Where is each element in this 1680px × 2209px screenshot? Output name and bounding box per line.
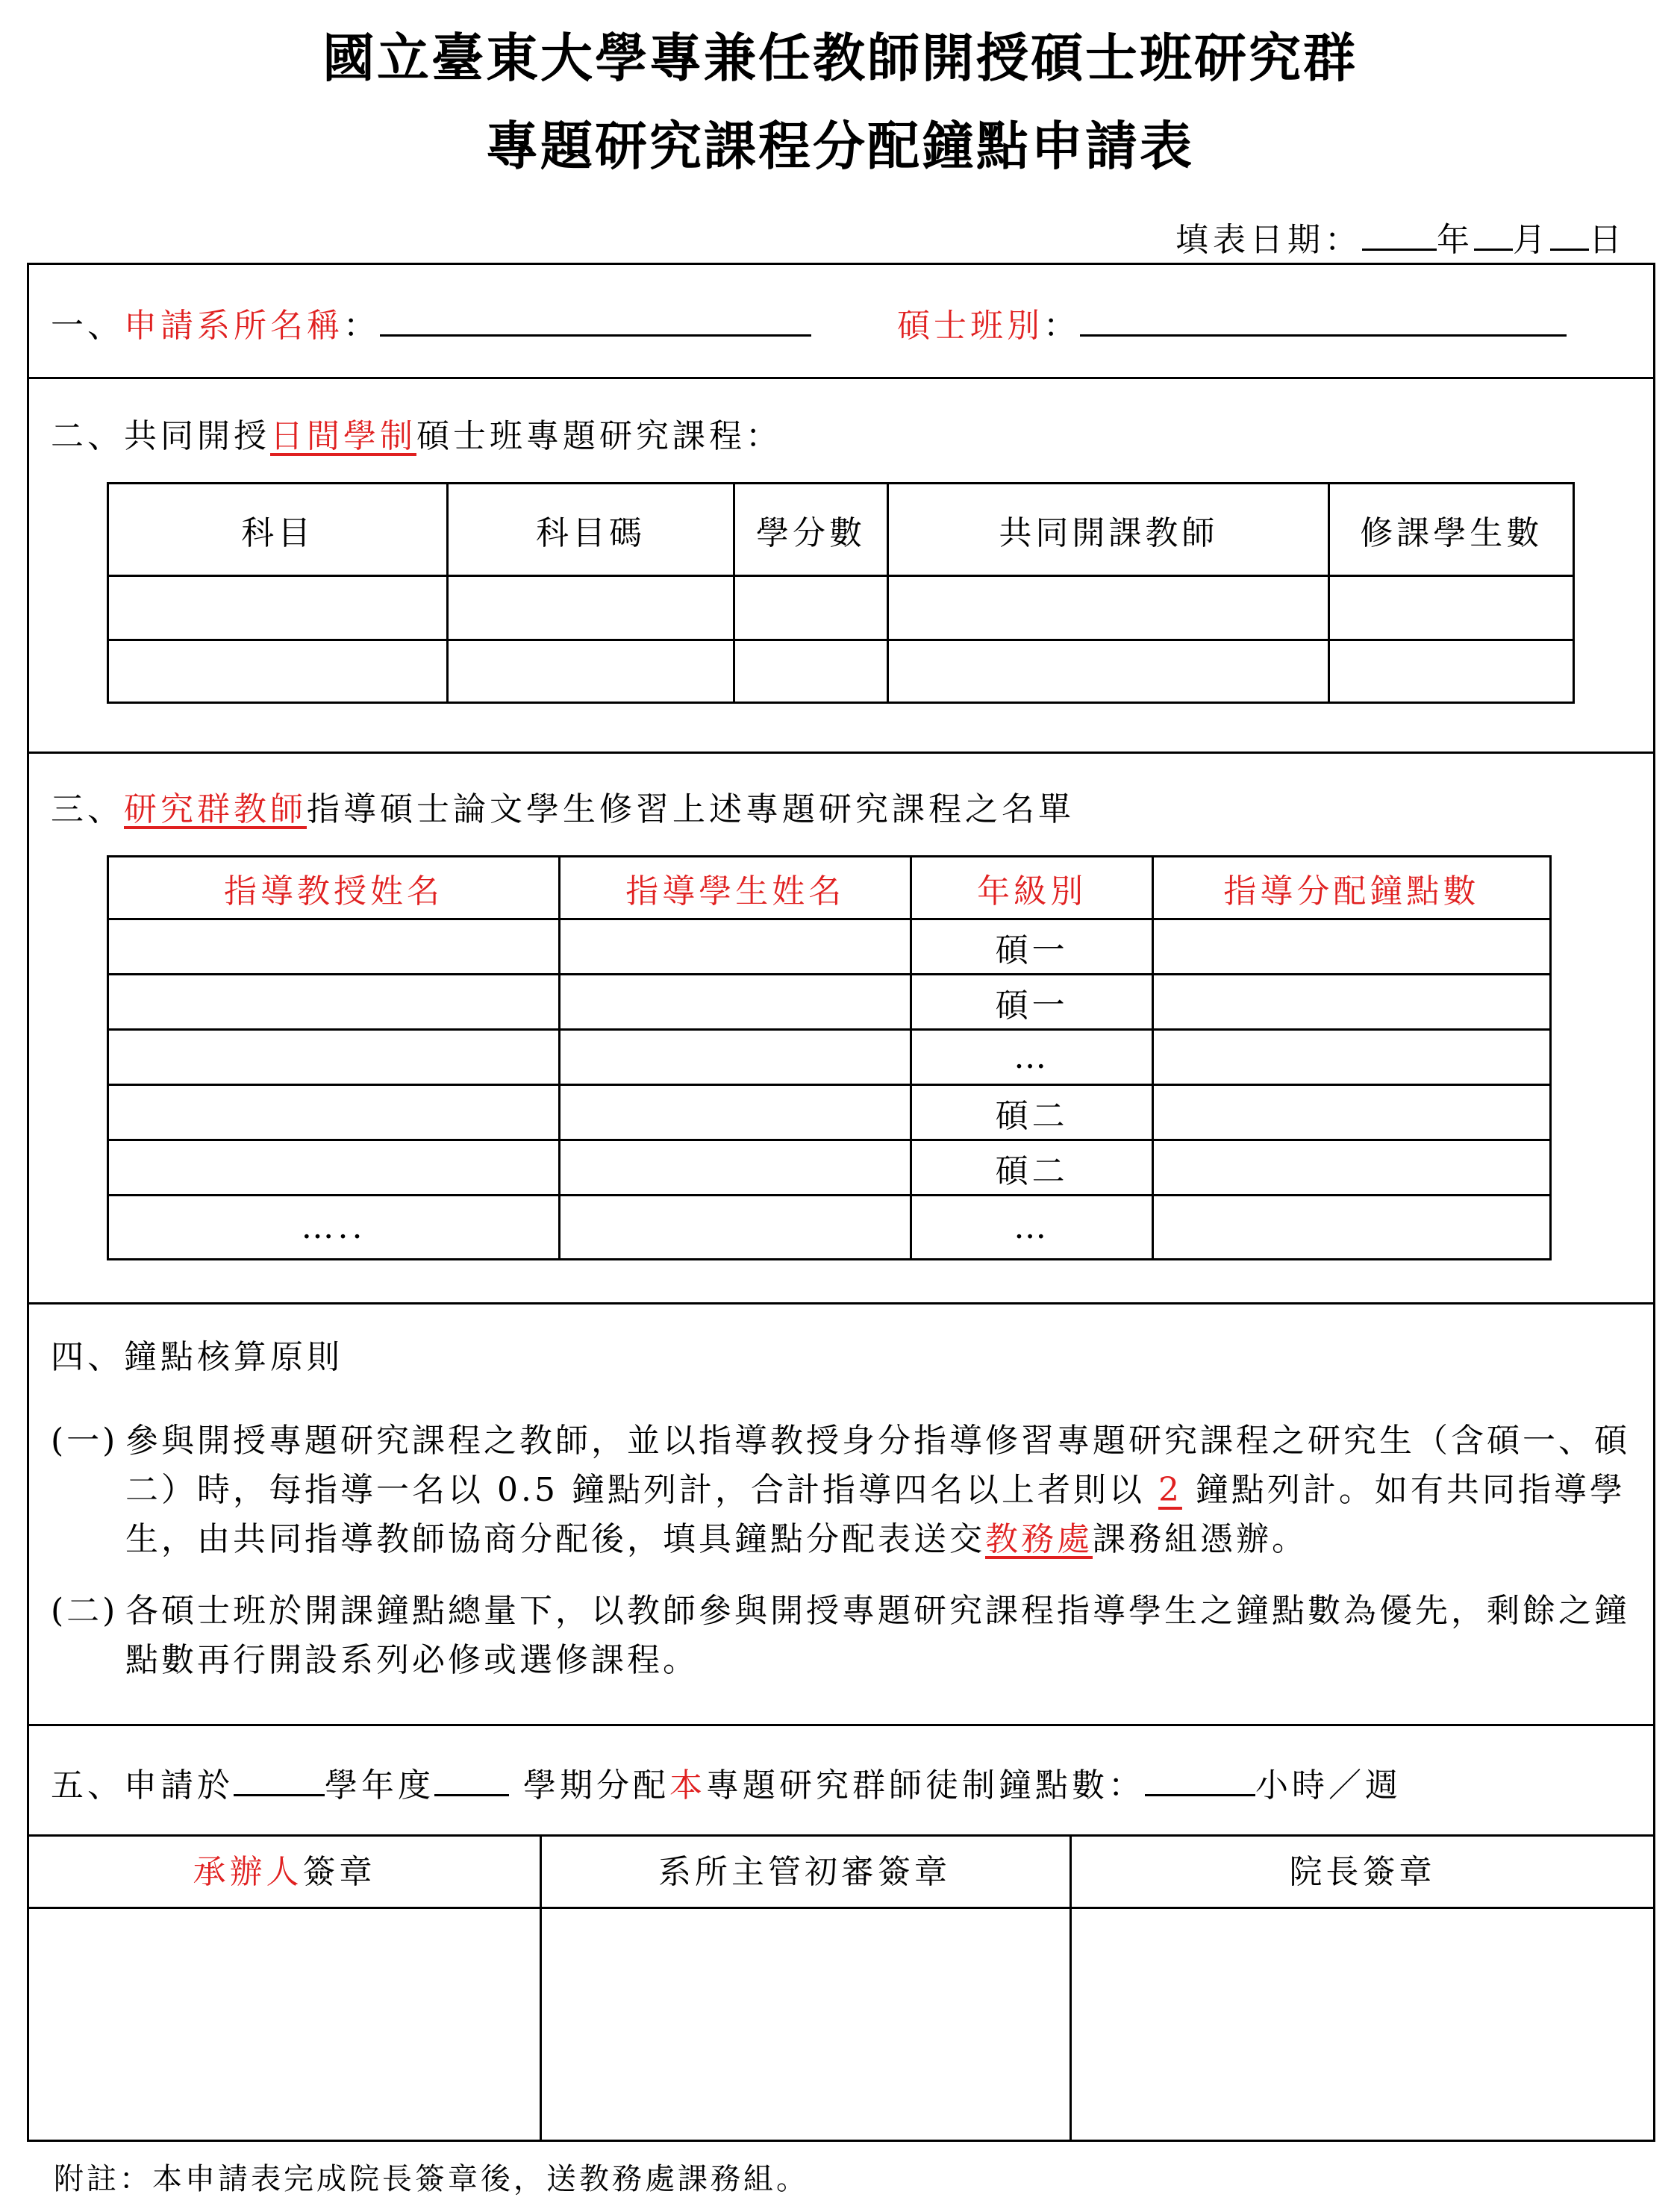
section-3-pre: 三、 bbox=[51, 790, 124, 828]
footnote: 附註：本申請表完成院長簽章後，送教務處課務組。 bbox=[54, 2162, 809, 2196]
fill-date-label: 填表日期： bbox=[1175, 221, 1362, 259]
principle-1-part-c: 課務組憑辦。 bbox=[1093, 1520, 1308, 1558]
section-2-post: 碩士班專題研究課程： bbox=[416, 417, 782, 455]
table-row bbox=[108, 640, 1574, 703]
table-cell[interactable] bbox=[448, 640, 734, 703]
form-title-line2: 專題研究課程分配鐘點申請表 bbox=[486, 116, 1194, 177]
course-table-header bbox=[108, 484, 1574, 576]
divider-4 bbox=[29, 1724, 1653, 1726]
day-label: 日 bbox=[1589, 221, 1626, 259]
handler-signature-label bbox=[29, 1845, 540, 1893]
table-cell[interactable] bbox=[734, 640, 888, 703]
principle-1-part-a: 參與開授專題研究課程之教師，並以指導教授身分指導修習專題研究課程之研究生（含碩一、碩二）時，每指導一名以 0.5 鐘點列計，合計指導四名以上者則以 bbox=[125, 1422, 1630, 1509]
academic-affairs-highlight: 教務處 bbox=[985, 1520, 1093, 1558]
header-subject-code: 科目碼 bbox=[448, 484, 734, 576]
principle-1-part-b: 鐘點列計。如有共同指導學生，由共同指導教師協商分配後，填具鐘點分配表送交 bbox=[125, 1471, 1626, 1558]
table-cell: 碩二 bbox=[911, 1140, 1153, 1196]
fill-date bbox=[1175, 213, 1626, 260]
table-cell[interactable] bbox=[888, 640, 1329, 703]
principle-2-text: 各碩士班於開課鐘點總量下，以教師參與開授專題研究課程指導學生之鐘點數為優先，剩餘之鐘點數再行開設系列必修或選修課程。 bbox=[125, 1592, 1630, 1679]
table-cell[interactable] bbox=[560, 1140, 911, 1196]
table-row bbox=[108, 975, 1551, 1030]
table-cell[interactable] bbox=[1329, 640, 1574, 703]
header-subject: 科目 bbox=[108, 484, 448, 576]
dean-signature-box[interactable] bbox=[1069, 1908, 1653, 2139]
table-row bbox=[108, 1085, 1551, 1140]
header-credits: 學分數 bbox=[734, 484, 888, 576]
section-1-class bbox=[897, 299, 1567, 346]
section-3-post: 指導碩士論文學生修習上述專題研究課程之名單 bbox=[307, 790, 1075, 828]
research-group-teacher-highlight: 研究群教師 bbox=[124, 790, 307, 828]
this-highlight: 本 bbox=[669, 1766, 706, 1805]
principle-2-number: (二) bbox=[51, 1592, 119, 1630]
header-student-count: 修課學生數 bbox=[1329, 484, 1574, 576]
table-cell[interactable] bbox=[108, 640, 448, 703]
table-cell: 碩二 bbox=[911, 1085, 1153, 1140]
dept-head-signature-label: 系所主管初審簽章 bbox=[658, 1853, 951, 1891]
month-label: 月 bbox=[1513, 221, 1550, 259]
class-label: 碩士班別 bbox=[897, 307, 1043, 345]
dean-signature-label: 院長簽章 bbox=[1289, 1853, 1436, 1891]
table-cell[interactable] bbox=[108, 1030, 560, 1085]
table-cell[interactable] bbox=[1152, 975, 1550, 1030]
academic-year-field[interactable] bbox=[234, 1764, 325, 1796]
table-cell[interactable] bbox=[1152, 1140, 1550, 1196]
hours-field[interactable] bbox=[1145, 1764, 1255, 1796]
table-cell[interactable] bbox=[1152, 1085, 1550, 1140]
section-5-pre: 五、申請於 bbox=[51, 1766, 234, 1805]
table-cell[interactable] bbox=[1152, 1196, 1550, 1260]
semester-label: 學期分配 bbox=[509, 1766, 669, 1805]
table-row bbox=[108, 1196, 1551, 1260]
advisor-table-header bbox=[108, 857, 1551, 919]
dept-colon: ： bbox=[343, 307, 380, 345]
table-row bbox=[108, 576, 1574, 640]
advisor-table bbox=[107, 855, 1552, 1260]
section-5 bbox=[51, 1758, 1402, 1806]
table-cell[interactable] bbox=[448, 576, 734, 640]
month-blank[interactable] bbox=[1474, 216, 1513, 251]
section-4-heading: 四、鐘點核算原則 bbox=[51, 1338, 343, 1376]
table-cell: 碩一 bbox=[911, 919, 1153, 975]
table-cell: … bbox=[911, 1030, 1153, 1085]
principle-2 bbox=[51, 1587, 1648, 1685]
table-cell[interactable] bbox=[560, 1196, 911, 1260]
form-title-line1: 國立臺東大學專兼任教師開授碩士班研究群 bbox=[322, 28, 1358, 89]
hours-cap-highlight: 2 bbox=[1158, 1471, 1182, 1509]
dept-head-signature-box[interactable] bbox=[540, 1908, 1067, 2139]
class-field[interactable] bbox=[1080, 304, 1567, 337]
divider-1 bbox=[29, 377, 1653, 379]
course-table bbox=[107, 482, 1575, 704]
divider-5 bbox=[29, 1834, 1653, 1837]
table-cell[interactable] bbox=[888, 576, 1329, 640]
header-student-name: 指導學生姓名 bbox=[560, 857, 911, 919]
table-row bbox=[108, 1030, 1551, 1085]
principle-1-number: (一) bbox=[51, 1422, 119, 1460]
table-cell[interactable] bbox=[1152, 1030, 1550, 1085]
table-cell: 碩一 bbox=[911, 975, 1153, 1030]
handler-sign-label: 簽章 bbox=[302, 1853, 376, 1891]
table-cell[interactable] bbox=[1152, 919, 1550, 975]
divider-3 bbox=[29, 1302, 1653, 1305]
table-cell[interactable] bbox=[560, 975, 911, 1030]
day-program-highlight: 日間學制 bbox=[270, 417, 416, 455]
handler-signature-box[interactable] bbox=[29, 1908, 537, 2139]
table-cell[interactable]: ….. bbox=[108, 1196, 560, 1260]
table-cell[interactable] bbox=[560, 1085, 911, 1140]
section-1 bbox=[51, 299, 811, 346]
table-cell[interactable] bbox=[108, 1085, 560, 1140]
semester-field[interactable] bbox=[434, 1764, 509, 1796]
section-2-pre: 二、共同開授 bbox=[51, 417, 270, 455]
table-cell[interactable] bbox=[560, 1030, 911, 1085]
hours-unit-label: 小時／週 bbox=[1255, 1766, 1402, 1805]
table-row bbox=[108, 1140, 1551, 1196]
table-cell[interactable] bbox=[734, 576, 888, 640]
section-5-desc: 專題研究群師徒制鐘點數： bbox=[706, 1766, 1145, 1805]
table-cell[interactable] bbox=[108, 975, 560, 1030]
academic-year-label: 學年度 bbox=[325, 1766, 434, 1805]
section-2-heading bbox=[51, 409, 782, 457]
divider-2 bbox=[29, 752, 1653, 754]
header-co-teachers: 共同開課教師 bbox=[888, 484, 1329, 576]
day-blank[interactable] bbox=[1550, 216, 1589, 251]
table-cell[interactable] bbox=[108, 1140, 560, 1196]
table-cell[interactable] bbox=[560, 919, 911, 975]
header-grade: 年級別 bbox=[911, 857, 1153, 919]
table-cell[interactable] bbox=[1329, 576, 1574, 640]
section-1-number: 一、 bbox=[51, 307, 124, 345]
section-3-heading bbox=[51, 782, 1075, 830]
header-advisor-name: 指導教授姓名 bbox=[108, 857, 560, 919]
principle-1-text bbox=[125, 1416, 1648, 1564]
table-row bbox=[108, 919, 1551, 975]
year-blank[interactable] bbox=[1362, 216, 1437, 251]
year-label: 年 bbox=[1437, 221, 1474, 259]
table-cell[interactable] bbox=[108, 919, 560, 975]
dept-name-label: 申請系所名稱 bbox=[124, 307, 343, 345]
table-cell: … bbox=[911, 1196, 1153, 1260]
class-colon: ： bbox=[1043, 307, 1080, 345]
handler-label: 承辦人 bbox=[193, 1853, 303, 1891]
dept-name-field[interactable] bbox=[380, 304, 811, 337]
principle-1 bbox=[51, 1416, 1648, 1564]
header-hours: 指導分配鐘點數 bbox=[1152, 857, 1550, 919]
table-cell[interactable] bbox=[108, 576, 448, 640]
